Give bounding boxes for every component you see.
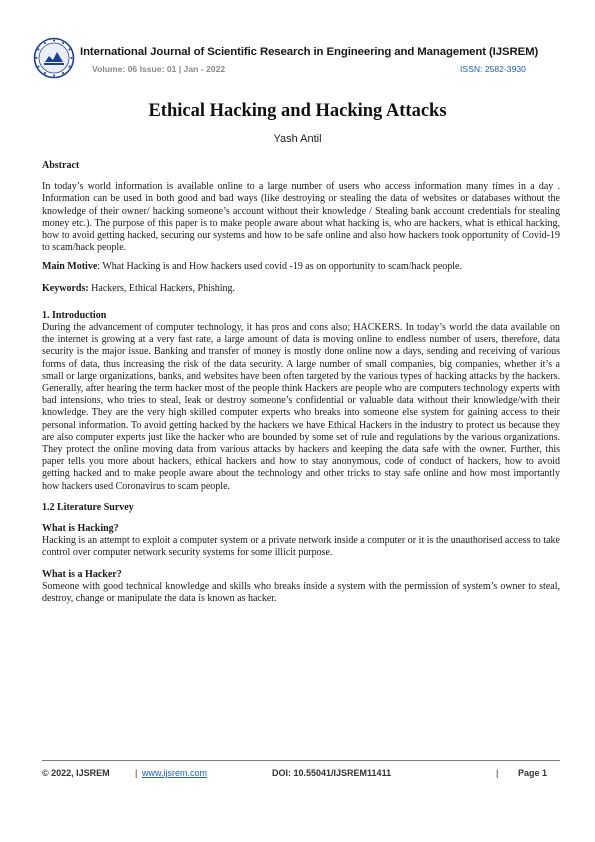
keywords — [42, 283, 560, 295]
ijsrem-logo — [33, 37, 75, 79]
main-motive-label: Main Motive — [42, 261, 98, 273]
footer-copyright: © 2022, IJSREM — [42, 768, 110, 778]
author-name: Yash Antil — [273, 133, 322, 145]
paper-body — [42, 160, 560, 605]
what-is-hacking-heading: What is Hacking? — [42, 523, 119, 535]
footer-website-wrap — [142, 768, 207, 778]
introduction-text: During the advancement of computer technology, it has pros and cons also; HACKERS. In today’s world the data available on the internet is growing at a very fast rate, a large amount of data is moving online to endless number of users, therefore, data security is the major issue. Banking and transfer of money is mostly done online now a days, sending and receiving of various forms of data, thus increasing the risk of the data security. A large number of small companies, big companies, whether it’s a small or large organizations, banks, and websites have been often targeted by the various types of hacking attacks by the hackers. Generally, after hearing the term hacker most of the people think Hackers are people who are computers technology experts with bad intensions, who tries to steal, leak or destroy someone’s confidential or valuable data without their knowledge/with their knowledge. They are the very high skilled computer experts who breaks into someone else system for gaining access to their personal information. To avoid getting hacked by the hackers we have Ethical Hackers in the industry to protect us because they are also computer experts just like the hacker who are bounded by some set of rule and regulations by the various organizations. They protect the online moving data from various attacks by hackers and keeping the data safe with the owner. Further, this paper tells you more about hackers, ethical hackers and how to stay anonymous, code of conduct of hackers, how to avoid getting hacked and to make people aware about the technology and other tricks to stay safe online and how most importantly how hackers used Coronavirus to scam people. — [42, 322, 560, 492]
paper-title: Ethical Hacking and Hacking Attacks — [148, 101, 447, 121]
what-is-hacking-text: Hacking is an attempt to exploit a computer system or a private network inside a computer or it is the unauthorised access to take control over computer network security systems for some illicit purpose. — [42, 535, 560, 559]
issn: ISSN: 2582-3930 — [460, 64, 526, 74]
abstract-text: In today’s world information is available online to a large number of users who access information many times in a day . Information can be used in both good and bad ways (like destroying or stealing the data of websites or databases without the knowledge of their owner/ hacking someone’s account without their knowledge / Stealing bank account credentials for stealing money etc.). The purpose of this paper is to make people aware about what hacking is, who are hackers, what is ethical hacking, how to avoid getting hacked, securing our systems and how to be safe online and also how hackers took opportunity of Covid-19 to scam/hack people. — [42, 181, 560, 254]
website-link[interactable]: www.ijsrem.com — [142, 768, 208, 778]
keywords-label: Keywords: — [42, 282, 89, 294]
literature-survey-heading: 1.2 Literature Survey — [42, 501, 134, 513]
what-is-hacker-text: Someone with good technical knowledge and skills who breaks inside a system with the permission of system’s owner to steal, destroy, change or manipulate the data is known as hacker. — [42, 580, 560, 605]
main-motive-text: : What Hacking is and How hackers used covid -19 as on opportunity to scam/hack people. — [97, 261, 462, 273]
volume-issue: Volume: 06 Issue: 01 | Jan - 2022 — [92, 64, 226, 74]
what-is-hacker-heading: What is a Hacker? — [42, 568, 122, 580]
introduction-heading: 1. Introduction — [42, 309, 107, 321]
main-motive — [42, 261, 560, 273]
footer-doi: DOI: 10.55041/IJSREM11411 — [272, 768, 392, 778]
page-number: Page 1 — [518, 768, 548, 778]
footer-separator: | — [135, 768, 138, 778]
abstract-heading: Abstract — [42, 160, 80, 171]
journal-title: International Journal of Scientific Research in Engineering and Management (IJSREM) — [80, 46, 539, 58]
keywords-text: Hackers, Ethical Hackers, Phishing. — [88, 282, 236, 294]
footer-divider — [42, 760, 560, 761]
footer-separator-2: | — [496, 768, 499, 778]
